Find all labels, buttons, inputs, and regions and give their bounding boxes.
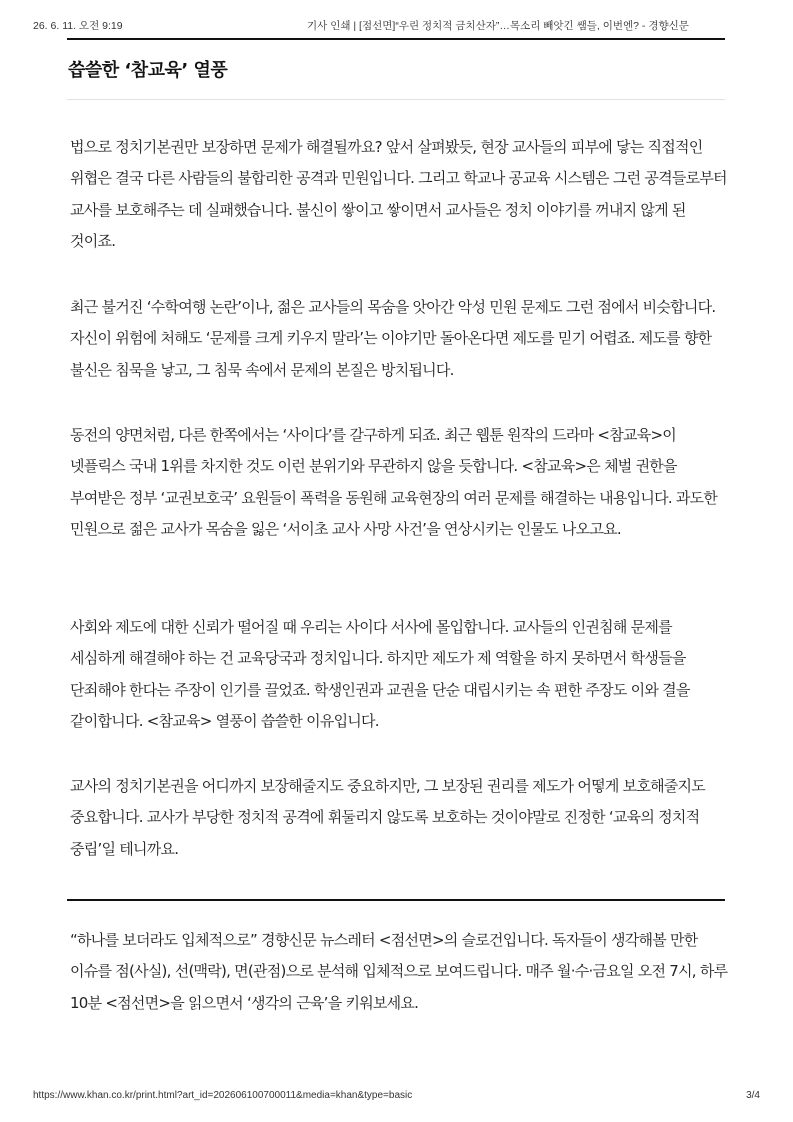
print-header [33,18,760,34]
article-paragraph-5: 교사의 정치기본권을 어디까지 보장해줄지도 중요하지만, 그 보장된 권리를 제도가 어떻게 보호해줄지도 중요합니다. 교사가 부당한 정치적 공격에 휘둘리지 않도록 보호하는 것이야말로 진정한 ‘교육의 정치적 중립’일 테니까요. [70,777,706,858]
article-paragraph-2: 최근 불거진 ‘수학여행 논란’이나, 젊은 교사들의 목숨을 앗아간 악성 민원 문제도 그런 점에서 비슷합니다. 자신이 위험에 처해도 ‘문제를 크게 키우지 말라’는 이야기만 돌아온다면 제도를 믿기 어렵죠. 제도를 향한 불신은 침묵을 낳고, 그 침묵 속에서 문제의 본질은 방치됩니다. [70,298,716,379]
print-page-title: 기사 인쇄 | [점선면]“우린 정치적 금치산자”…목소리 빼앗긴 쌤들, 이번엔? - 경향신문 [307,20,689,32]
print-url: https://www.khan.co.kr/print.html?art_id=202606100700011&media=khan&type=basic [33,1090,413,1101]
page-number: 3/4 [746,1090,760,1101]
article-paragraph-1: 법으로 정치기본권만 보장하면 문제가 해결될까요? 앞서 살펴봤듯, 현장 교사들의 피부에 닿는 직접적인 위협은 결국 다른 사람들의 불합리한 공격과 민원입니다. 그리고 학교나 공교육 시스템은 그런 공격들로부터 교사를 보호해주는 데 실패했습니다. 불신이 쌓이고 쌓이면서 교사들은 정치 이야기를 꺼내지 않게 된 것이죠. [70,138,727,251]
heading-divider [67,99,725,100]
article-paragraph-3: 동전의 양면처럼, 다른 한쪽에서는 ‘사이다’를 갈구하게 되죠. 최근 웹툰 원작의 드라마 <참교육>이 넷플릭스 국내 1위를 차지한 것도 이런 분위기와 무관하지 않을 듯합니다. <참교육>은 체벌 권한을 부여받은 정부 ‘교권보호국’ 요원들이 폭력을 동원해 교육현장의 여러 문제를 해결하는 내용입니다. 과도한 민원으로 젊은 교사가 목숨을 잃은 ‘서이초 교사 사망 사건’을 연상시키는 인물도 나오고요. [70,426,718,539]
top-divider [67,38,725,40]
newsletter-divider [67,899,725,901]
print-datetime: 26. 6. 11. 오전 9:19 [33,20,123,32]
article-paragraph-4: 사회와 제도에 대한 신뢰가 떨어질 때 우리는 사이다 서사에 몰입합니다. 교사들의 인권침해 문제를 세심하게 해결해야 하는 건 교육당국과 정치입니다. 하지만 제도가 제 역할을 하지 못하면서 학생들을 단죄해야 한다는 주장이 인기를 끌었죠. 학생인권과 교권을 단순 대립시키는 속 편한 주장도 이와 결을 같이합니다. <참교육> 열풍이 씁쓸한 이유입니다. [70,618,690,731]
newsletter-blurb: “하나를 보더라도 입체적으로” 경향신문 뉴스레터 <점선면>의 슬로건입니다. 독자들이 생각해볼 만한 이슈를 점(사실), 선(맥락), 면(관점)으로 분석해 입체적으로 보여드립니다. 매주 월·수·금요일 오전 7시, 하루 10분 <점선면>을 읽으면서 ‘생각의 근육’을 키워보세요. [70,931,728,1012]
print-footer [33,1090,760,1106]
section-heading: 씁쓸한 ‘참교육’ 열풍 [68,60,228,81]
